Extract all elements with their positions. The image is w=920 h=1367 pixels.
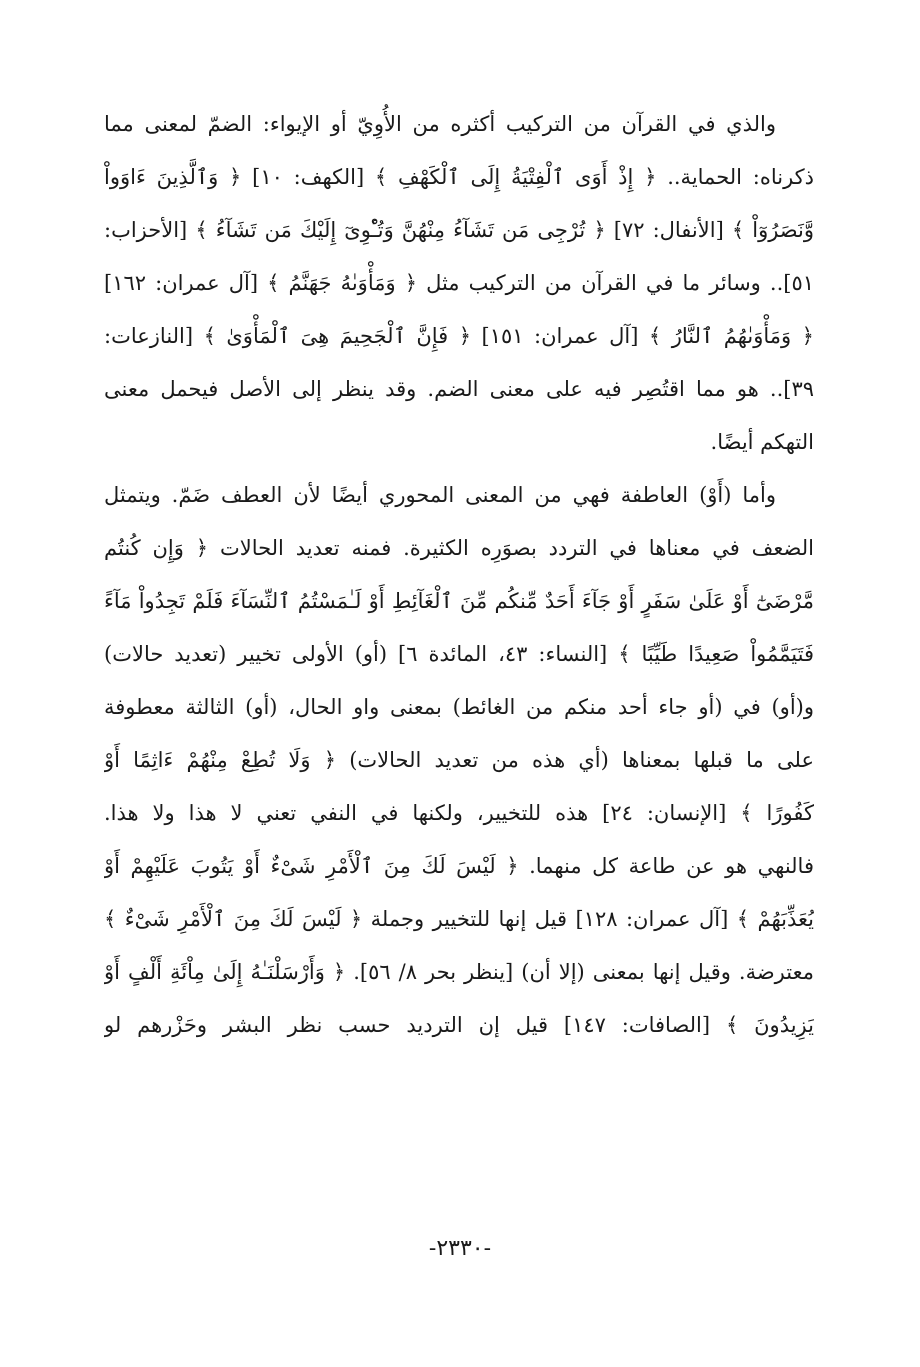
- text-line: الضعف في معناها في التردد بصوَرِه الكثيرة. فمنه تعديد الحالات ﴿ وَإِن كُنتُم: [104, 536, 814, 560]
- text-line: وَّنَصَرُوٓاْ ﴾ [الأنفال: ٧٢] ﴿ تُرْجِى مَن تَشَآءُ مِنْهُنَّ وَتُـْٔوِىٓ إِلَيْكَ مَن تَشَآءُ ﴾ [الأحزاب:: [104, 218, 814, 242]
- page-number: -٢٣٣٠-: [428, 1236, 492, 1261]
- document-body: [104, 98, 814, 1052]
- text-line: يُعَذِّبَهُمْ ﴾ [آل عمران: ١٢٨] قيل إنها للتخيير وجملة ﴿ لَيْسَ لَكَ مِنَ ٱلْأَمْرِ شَىْءٌ ﴾: [104, 907, 814, 931]
- text-line: فالنهي هو عن طاعة كل منهما. ﴿ لَيْسَ لَكَ مِنَ ٱلْأَمْرِ شَىْءٌ أَوْ يَتُوبَ عَلَيْهِمْ أَوْ: [104, 854, 814, 878]
- text-line: ذكرناه: الحماية.. ﴿ إِذْ أَوَى ٱلْفِتْيَةُ إِلَى ٱلْكَهْفِ ﴾ [الكهف: ١٠] ﴿ وَٱلَّذِينَ ءَاوَواْ: [104, 165, 814, 189]
- text-line: و(أو) في (أو جاء أحد منكم من الغائط) بمعنى واو الحال، (أو) الثالثة معطوفة: [104, 695, 814, 719]
- text-line: والذي في القرآن من التركيب أكثره من الأُوِيّ أو الإيواء: الضمّ لمعنى مما: [104, 112, 776, 136]
- text-line: يَزِيدُونَ ﴾ [الصافات: ١٤٧] قيل إن الترديد حسب نظر البشر وحَزْرهم لو: [104, 1013, 814, 1037]
- text-line: التهكم أيضًا.: [710, 430, 814, 454]
- text-line: كَفُورًا ﴾ [الإنسان: ٢٤] هذه للتخيير، ولكنها في النفي تعني لا هذا ولا هذا.: [104, 801, 814, 825]
- text-line: وأما (أَوْ) العاطفة فهي من المعنى المحوري أيضًا لأن العطف ضَمّ. ويتمثل: [104, 483, 776, 507]
- paragraph-2: [104, 469, 814, 1052]
- text-line: مَّرْضَىٰٓ أَوْ عَلَىٰ سَفَرٍ أَوْ جَآءَ أَحَدٌ مِّنكُم مِّنَ ٱلْغَآئِطِ أَوْ لَـٰمَسْتُمُ ٱلنِّسَآءَ فَلَمْ تَجِدُواْ مَآءً: [104, 589, 814, 613]
- text-line: على ما قبلها بمعناها (أي هذه من تعديد الحالات) ﴿ وَلَا تُطِعْ مِنْهُمْ ءَاثِمًا أَوْ: [104, 748, 814, 772]
- text-line: ﴿ وَمَأْوَىٰهُمُ ٱلنَّارُ ﴾ [آل عمران: ١٥١] ﴿ فَإِنَّ ٱلْجَحِيمَ هِىَ ٱلْمَأْوَىٰ ﴾ [النازعات:: [104, 324, 814, 348]
- paragraph-1: [104, 98, 814, 469]
- text-line: معترضة. وقيل إنها بمعنى (إلا أن) [ينظر بحر ٨/ ٥٦]. ﴿ وَأَرْسَلْنَـٰهُ إِلَىٰ مِاْئَةِ أَلْفٍ أَوْ: [104, 960, 814, 984]
- text-line: ٣٩].. هو مما اقتُصِر فيه على معنى الضم. وقد ينظر إلى الأصل فيحمل معنى: [104, 377, 814, 401]
- text-line: ٥١].. وسائر ما في القرآن من التركيب مثل ﴿ وَمَأْوَىٰهُ جَهَنَّمُ ﴾ [آل عمران: ١٦٢]: [104, 271, 814, 295]
- text-line: فَتَيَمَّمُواْ صَعِيدًا طَيِّبًا ﴾ [النساء: ٤٣، المائدة ٦] (أو) الأولى تخيير (تعديد حالات): [104, 642, 814, 666]
